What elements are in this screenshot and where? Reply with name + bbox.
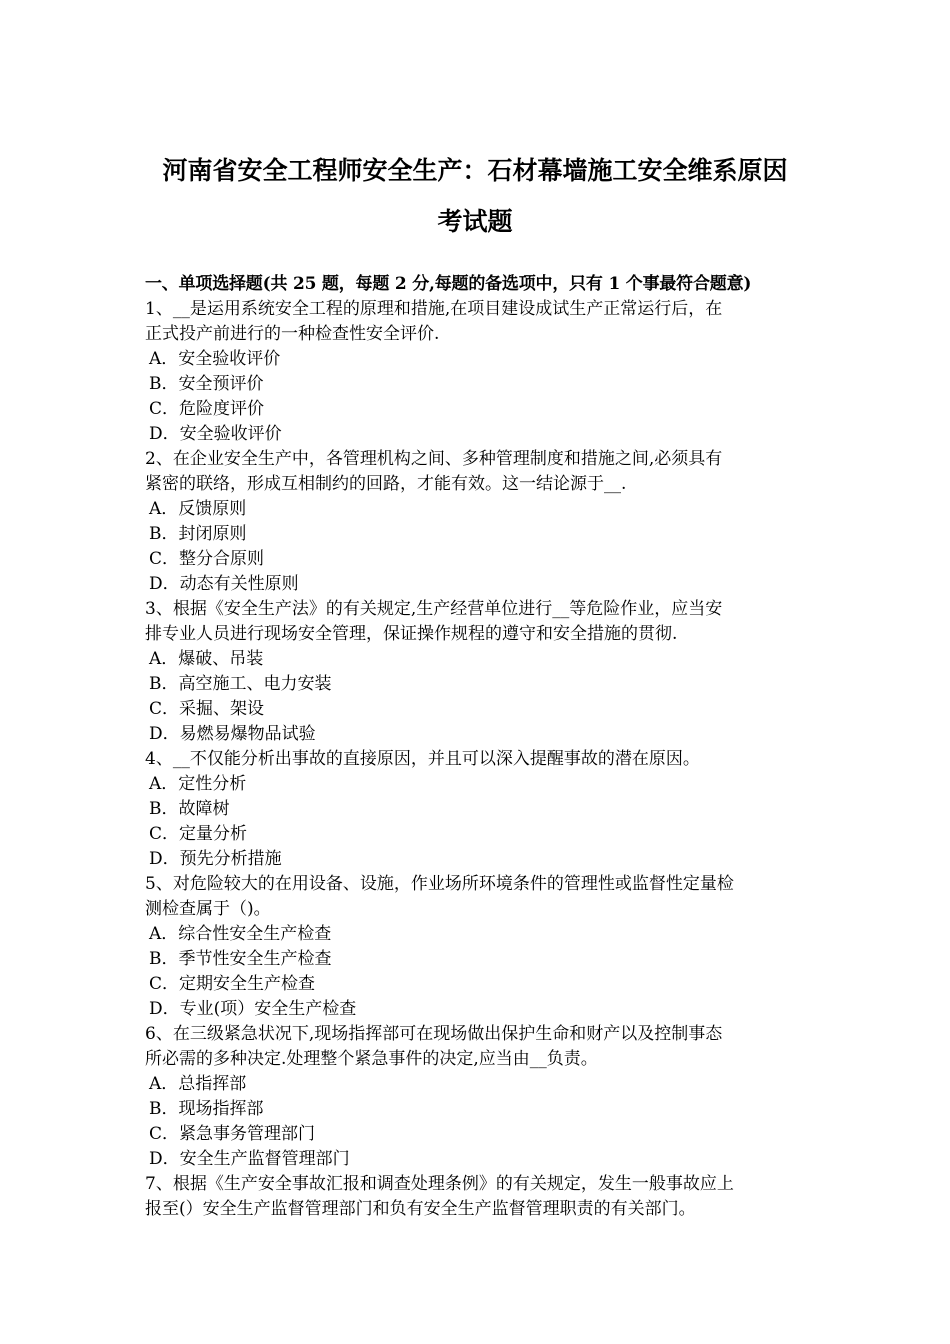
answer-option: D．安全验收评价	[149, 424, 282, 444]
answer-option: C．定期安全生产检查	[149, 974, 316, 994]
question-3	[145, 597, 815, 747]
question-6	[145, 1022, 815, 1172]
answer-option: B．高空施工、电力安装	[149, 674, 332, 694]
answer-option: C．整分合原则	[149, 549, 265, 569]
question-text: 报至(）安全生产监督管理部门和负有安全生产监督管理职责的有关部门。	[145, 1199, 696, 1219]
question-text: 5、对危险较大的在用设备、设施，作业场所环境条件的管理性或监督性定量检	[145, 874, 734, 894]
question-text: 1、__是运用系统安全工程的原理和措施,在项目建设成试生产正常运行后，在	[145, 299, 723, 319]
question-text: 2、在企业安全生产中，各管理机构之间、多种管理制度和措施之间,必须具有	[145, 449, 723, 469]
question-text: 所必需的多种决定.处理整个紧急事件的决定,应当由__负责。	[145, 1049, 598, 1069]
answer-option: B．安全预评价	[149, 374, 264, 394]
document-body	[145, 272, 815, 1222]
answer-option: D．动态有关性原则	[149, 574, 299, 594]
document-title-line-2: 考试题	[437, 207, 513, 236]
answer-option: C．定量分析	[149, 824, 248, 844]
answer-option: B．季节性安全生产检查	[149, 949, 332, 969]
question-text: 正式投产前进行的一种检查性安全评价.	[145, 324, 440, 344]
answer-option: A．综合性安全生产检查	[149, 924, 332, 944]
question-text: 测检查属于（)。	[145, 899, 271, 919]
answer-option: A．安全验收评价	[149, 349, 281, 369]
answer-option: D．预先分析措施	[149, 849, 282, 869]
answer-option: B．现场指挥部	[149, 1099, 264, 1119]
question-7	[145, 1172, 815, 1222]
answer-option: A．爆破、吊装	[149, 649, 264, 669]
question-text: 紧密的联络，形成互相制约的回路，才能有效。这一结论源于__.	[145, 474, 627, 494]
answer-option: C．危险度评价	[149, 399, 265, 419]
question-2	[145, 447, 815, 597]
question-5	[145, 872, 815, 1022]
answer-option: C．采掘、架设	[149, 699, 265, 719]
section-heading: 一、单项选择题(共 25 题，每题 2 分,每题的备选项中，只有 1 个事最符合题意)	[145, 274, 752, 294]
question-text: 4、__不仅能分析出事故的直接原因，并且可以深入提醒事故的潜在原因。	[145, 749, 700, 769]
question-text: 6、在三级紧急状况下,现场指挥部可在现场做出保护生命和财产以及控制事态	[145, 1024, 723, 1044]
question-text: 3、根据《安全生产法》的有关规定,生产经营单位进行__等危险作业，应当安	[145, 599, 723, 619]
answer-option: D．安全生产监督管理部门	[149, 1149, 350, 1169]
answer-option: B．封闭原则	[149, 524, 247, 544]
question-1	[145, 297, 815, 447]
answer-option: C．紧急事务管理部门	[149, 1124, 316, 1144]
document-title-line-1: 河南省安全工程师安全生产：石材幕墙施工安全维系原因	[162, 156, 788, 185]
answer-option: D．专业(项）安全生产检查	[149, 999, 357, 1019]
answer-option: D．易燃易爆物品试验	[149, 724, 316, 744]
answer-option: A．定性分析	[149, 774, 247, 794]
question-text: 排专业人员进行现场安全管理，保证操作规程的遵守和安全措施的贯彻.	[145, 624, 678, 644]
answer-option: A．反馈原则	[149, 499, 247, 519]
question-4	[145, 747, 815, 872]
question-text: 7、根据《生产安全事故汇报和调查处理条例》的有关规定，发生一般事故应上	[145, 1174, 734, 1194]
answer-option: A．总指挥部	[149, 1074, 247, 1094]
answer-option: B．故障树	[149, 799, 230, 819]
